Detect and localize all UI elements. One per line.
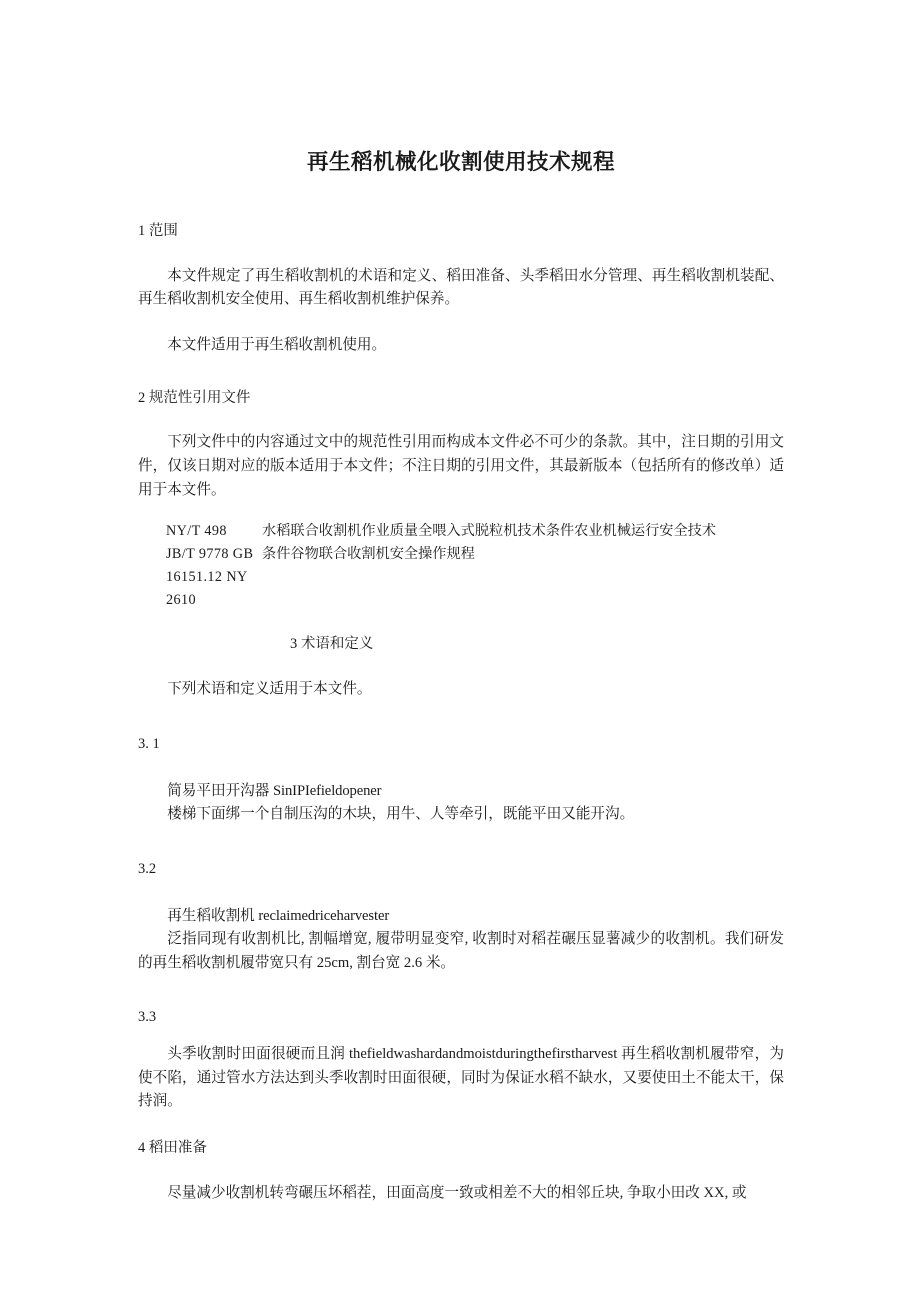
clause-number-3-1: 3. 1 — [138, 735, 160, 752]
normative-references-codes-column — [138, 520, 262, 612]
scope-paragraph-2: 本文件适用于再生稻收割机使用。 — [167, 337, 387, 354]
normative-references-paragraph: 下列文件中的内容通过文中的规范性引用而构成本文件必不可少的条款。其中，注日期的引用文件，仅该日期对应的版本适用于本文件；不注日期的引用文件，其最新版本（包括所有的修改单）适用于本文件。 — [138, 434, 784, 498]
field-preparation-paragraph: 尽量减少收割机转弯碾压坏稻茬，田面高度一致或相差不大的相邻丘块, 争取小田改 XX, 或 — [167, 1184, 747, 1201]
standard-code: JB/T 9778 GB — [166, 546, 254, 563]
clause-number-3-3: 3.3 — [138, 1009, 157, 1026]
term-name-en: SinIPIefieldopener — [273, 782, 382, 799]
normative-references-titles-column — [262, 520, 784, 566]
standard-title: 水稻联合收割机作业质量全喂入式脱粒机技术条件农业机械运行安全技术 — [262, 523, 717, 540]
term-name-cn: 再生稻收割机 — [167, 907, 255, 924]
term-name-en: reclaimedriceharvester — [258, 907, 390, 924]
clause-number-3-2: 3.2 — [138, 860, 157, 877]
standard-code: 2610 — [166, 592, 196, 609]
term-name-cn: 简易平田开沟器 — [167, 782, 270, 799]
normative-references-table — [138, 520, 784, 612]
term-definition-3-2: 泛指同现有收割机比, 割幅增宽, 履带明显变窄, 收割时对稻茬碾压显薯减少的收割机。我们研发的再生稻收割机履带宽只有 25cm, 割台宽 2.6 米。 — [138, 931, 784, 971]
section-heading-field-preparation: 4 稻田准备 — [138, 1140, 207, 1157]
document-content — [138, 0, 784, 1206]
term-definition-3-3: 头季收割时田面很硬而且润 thefieldwashardandmoistduringthefirstharvest 再生稻收割机履带窄，为使不陷，通过管水方法达到头季收割时田面很硬，同时为保证水稻不缺水，又要使田土不能太干，保持润。 — [138, 1046, 784, 1110]
terms-intro-paragraph: 下列术语和定义适用于本文件。 — [167, 681, 372, 698]
term-entry-3-2 — [138, 905, 784, 929]
standard-code: NY/T 498 — [166, 523, 227, 540]
standard-title: 条件谷物联合收割机安全操作规程 — [262, 546, 475, 563]
section-heading-scope: 1 范围 — [138, 223, 178, 240]
term-entry-3-1 — [138, 780, 784, 804]
scope-paragraph-1: 本文件规定了再生稻收割机的术语和定义、稻田准备、头季稻田水分管理、再生稻收割机装配、再生稻收割机安全使用、再生稻收割机维护保养。 — [138, 267, 784, 308]
section-heading-normative-references: 2 规范性引用文件 — [138, 389, 251, 406]
term-definition-3-1: 楼梯下面绑一个自制压沟的木块，用牛、人等牵引，既能平田又能开沟。 — [167, 806, 635, 823]
standard-code: 16151.12 NY — [166, 569, 248, 586]
page-title: 再生稻机械化收割使用技术规程 — [306, 150, 615, 175]
section-heading-terms-and-definitions: 3 术语和定义 — [290, 636, 374, 653]
